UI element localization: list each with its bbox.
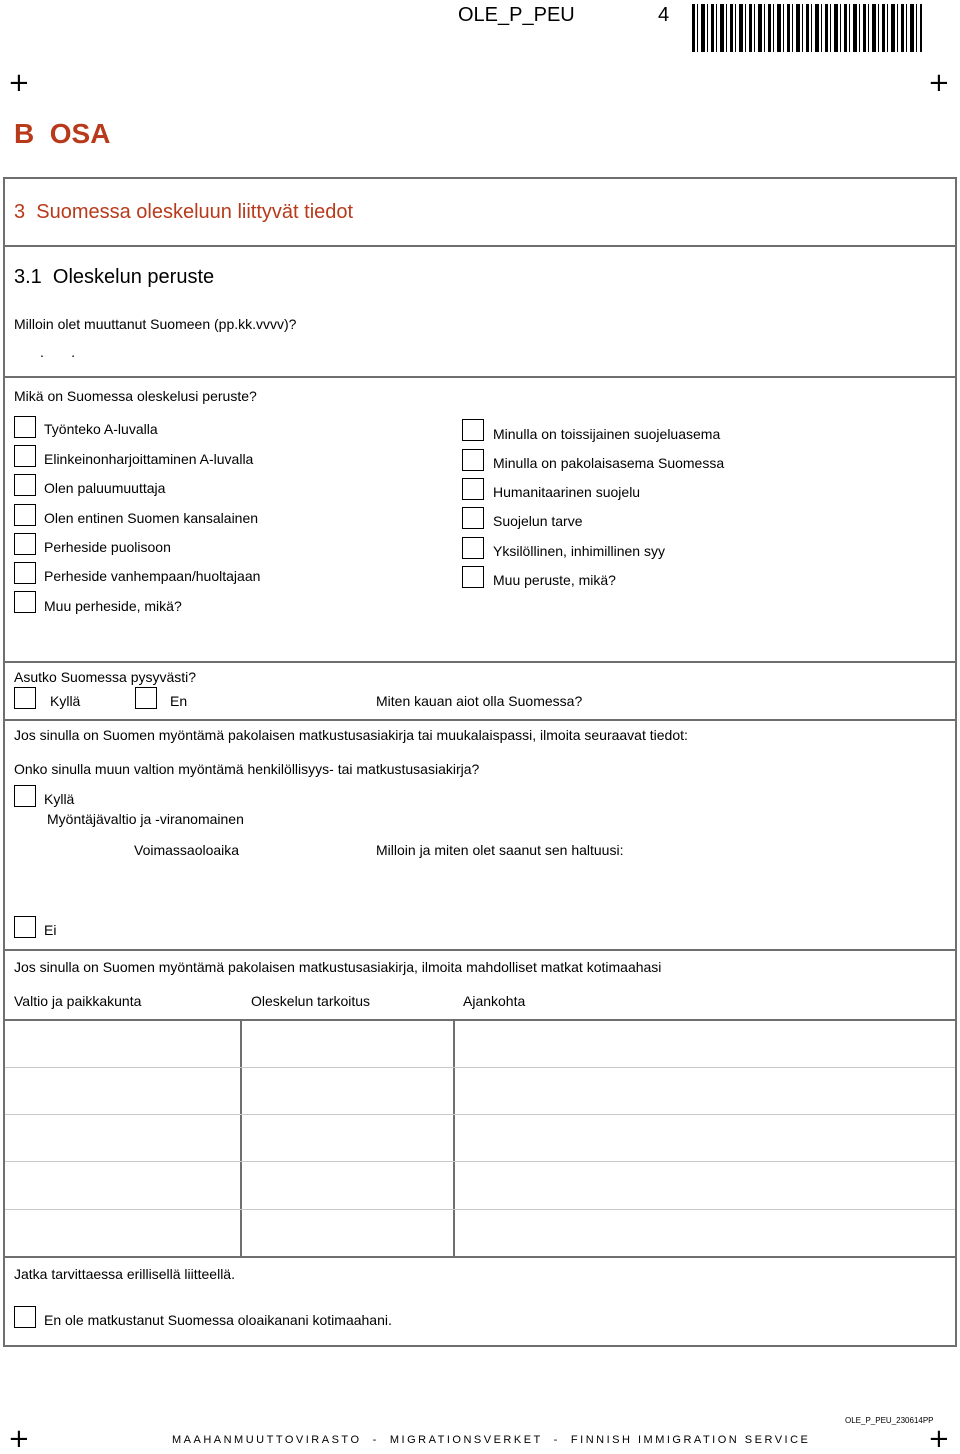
basis-checkbox[interactable] [14, 504, 36, 526]
trips-intro: Jos sinulla on Suomen myöntämä pakolaisen matkustusasiakirja, ilmoita mahdolliset matkat kotimaahasi [14, 959, 662, 975]
basis-checkbox[interactable] [462, 478, 484, 500]
part-title: B OSA [14, 118, 111, 149]
column-header: Ajankohta [463, 993, 526, 1009]
divider [3, 376, 957, 378]
registration-mark-bottom-right: + [928, 1424, 950, 1454]
basis-option-label: Yksilöllinen, inhimillinen syy [493, 543, 665, 559]
basis-question: Mikä on Suomessa oleskelusi peruste? [14, 388, 257, 404]
continue-note: Jatka tarvittaessa erillisellä liitteellä. [14, 1266, 235, 1282]
validity-label: Voimassaoloaika [134, 842, 240, 858]
trips-table-top [3, 1019, 957, 1021]
permanent-no-checkbox[interactable] [135, 687, 157, 709]
basis-option-label: Olen paluumuuttaja [44, 480, 166, 496]
permanent-no-label: En [170, 693, 188, 709]
footer-agency: MAAHANMUUTTOVIRASTO - MIGRATIONSVERKET - FINNISH IMMIGRATION SERVICE [172, 1434, 811, 1446]
page-number: 4 [658, 4, 670, 26]
permanent-yes-checkbox[interactable] [14, 687, 36, 709]
barcode [692, 4, 922, 52]
basis-checkbox[interactable] [14, 474, 36, 496]
move-date-label: Milloin olet muuttanut Suomeen (pp.kk.vvvv)? [14, 316, 297, 332]
basis-option-label: Minulla on toissijainen suojeluasema [493, 426, 721, 442]
basis-checkbox[interactable] [462, 507, 484, 529]
trips-table-divider [453, 1019, 455, 1257]
basis-checkbox[interactable] [14, 533, 36, 555]
section-title: 3 Suomessa oleskeluun liittyvät tiedot [14, 201, 354, 223]
stay-duration-label: Miten kauan aiot olla Suomessa? [376, 693, 583, 709]
basis-checkbox[interactable] [14, 591, 36, 613]
travel-doc-intro: Jos sinulla on Suomen myöntämä pakolaisen matkustusasiakirja tai muukalaispassi, ilmoita seuraavat tiedot: [14, 727, 688, 743]
divider [3, 245, 957, 247]
footer-code: OLE_P_PEU_230614PP [845, 1416, 934, 1425]
frame-bottom [3, 1345, 957, 1347]
frame-top [3, 177, 957, 179]
basis-option-label: Muu perheside, mikä? [44, 598, 182, 614]
no-trips-checkbox[interactable] [14, 1306, 36, 1328]
other-id-yes-label: Kyllä [44, 791, 75, 807]
divider [3, 949, 957, 951]
basis-checkbox[interactable] [14, 416, 36, 438]
basis-option-label: Humanitaarinen suojelu [493, 484, 641, 500]
frame-left [3, 177, 5, 1347]
basis-option-label: Perheside puolisoon [44, 539, 171, 555]
divider [3, 661, 957, 663]
other-id-yes-checkbox[interactable] [14, 785, 36, 807]
issuer-label: Myöntäjävaltio ja -viranomainen [47, 811, 244, 827]
basis-checkbox[interactable] [14, 562, 36, 584]
basis-checkbox[interactable] [462, 449, 484, 471]
no-trips-label: En ole matkustanut Suomessa oloaikanani kotimaahani. [44, 1312, 392, 1328]
trips-table-row [5, 1114, 955, 1115]
obtained-label: Milloin ja miten olet saanut sen haltuusi: [376, 842, 624, 858]
basis-checkbox[interactable] [462, 537, 484, 559]
divider [3, 719, 957, 721]
basis-option-label: Muu peruste, mikä? [493, 572, 616, 588]
trips-table-row [5, 1209, 955, 1210]
other-id-no-checkbox[interactable] [14, 916, 36, 938]
basis-option-label: Työnteko A-luvalla [44, 421, 158, 437]
trips-table-divider [240, 1019, 242, 1257]
subsection-title: 3.1 Oleskelun peruste [14, 266, 215, 288]
basis-option-label: Olen entinen Suomen kansalainen [44, 510, 259, 526]
basis-option-label: Suojelun tarve [493, 513, 583, 529]
column-header: Valtio ja paikkakunta [14, 993, 142, 1009]
registration-mark-bottom-left: + [8, 1424, 30, 1454]
registration-mark-top-right: + [928, 68, 950, 98]
column-header: Oleskelun tarkoitus [251, 993, 371, 1009]
move-date-field[interactable]: . . [40, 344, 76, 360]
basis-option-label: Perheside vanhempaan/huoltajaan [44, 568, 261, 584]
basis-checkbox[interactable] [462, 419, 484, 441]
trips-table-row [5, 1067, 955, 1068]
frame-right [955, 177, 957, 1347]
other-id-question: Onko sinulla muun valtion myöntämä henkilöllisyys- tai matkustusasiakirja? [14, 761, 480, 777]
basis-option-label: Minulla on pakolaisasema Suomessa [493, 455, 725, 471]
permanent-question: Asutko Suomessa pysyvästi? [14, 669, 197, 685]
registration-mark-top-left: + [8, 68, 30, 98]
basis-option-label: Elinkeinonharjoittaminen A-luvalla [44, 451, 254, 467]
basis-checkbox[interactable] [14, 445, 36, 467]
trips-table-row [5, 1161, 955, 1162]
basis-checkbox[interactable] [462, 566, 484, 588]
trips-table-bottom [3, 1256, 957, 1258]
form-code: OLE_P_PEU [458, 4, 575, 26]
other-id-no-label: Ei [44, 922, 57, 938]
permanent-yes-label: Kyllä [50, 693, 81, 709]
